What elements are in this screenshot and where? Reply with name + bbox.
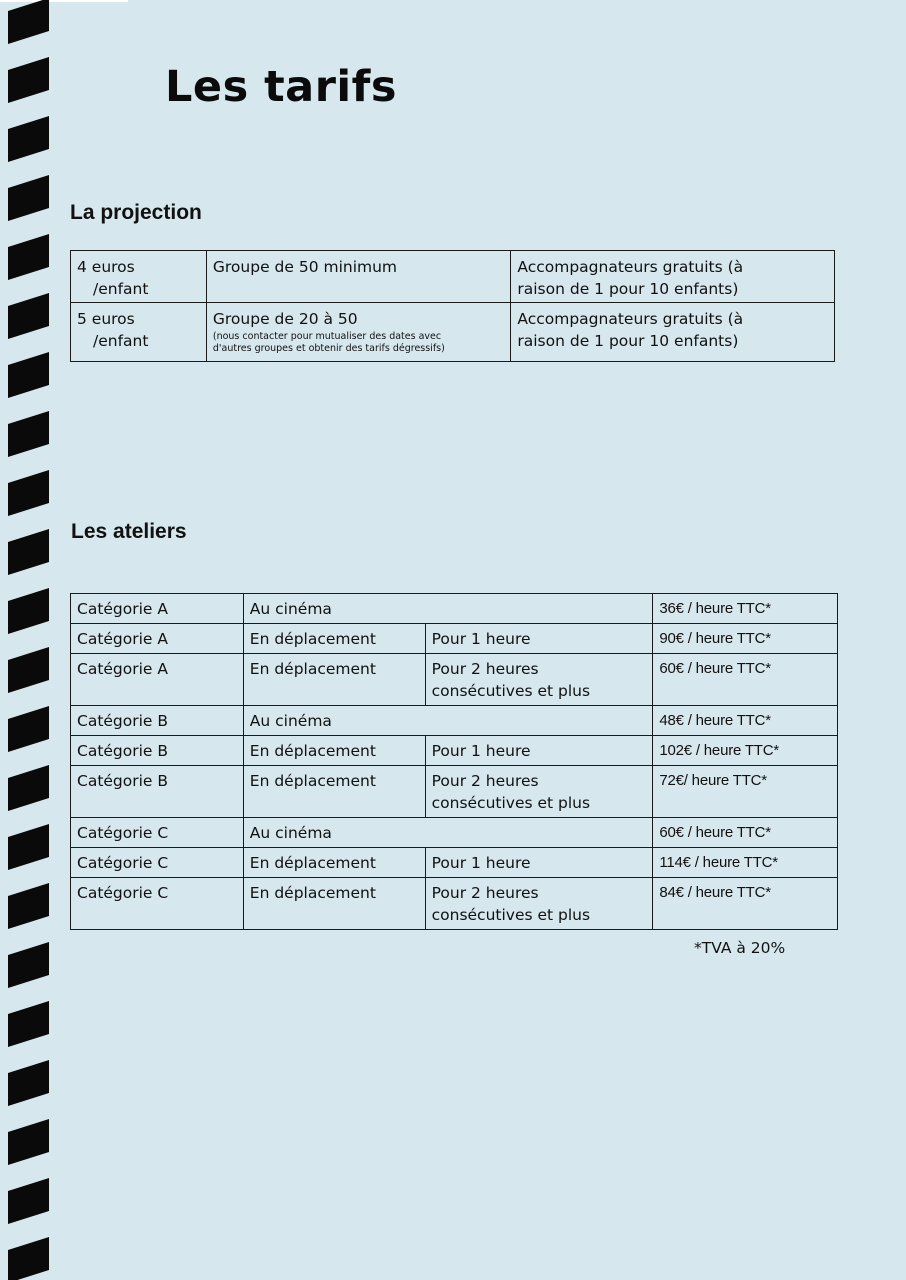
category-cell: Catégorie C — [71, 878, 244, 930]
film-strip-mark — [8, 1178, 49, 1224]
film-strip-mark — [8, 883, 49, 929]
film-strip-mark — [8, 1001, 49, 1047]
film-strip-mark — [8, 470, 49, 516]
table-row — [71, 594, 838, 624]
film-strip-mark — [8, 1119, 49, 1165]
group-note — [213, 331, 505, 355]
group-size: Groupe de 20 à 50 — [212, 310, 358, 328]
category-cell: Catégorie B — [71, 706, 244, 736]
rate-cell: 114€ / heure TTC* — [653, 848, 838, 878]
price-unit: /enfant — [93, 280, 149, 298]
duration-line: consécutives et plus — [431, 906, 591, 924]
duration-cell: Pour 1 heure — [425, 624, 653, 654]
duration-line: Pour 2 heures — [431, 772, 539, 790]
rate-cell: 60€ / heure TTC* — [653, 654, 838, 706]
category-cell: Catégorie B — [71, 766, 244, 818]
table-row — [71, 766, 838, 818]
duration-cell — [425, 878, 653, 930]
film-strip-mark — [8, 942, 49, 988]
rate-cell: 102€ / heure TTC* — [653, 736, 838, 766]
table-row — [71, 848, 838, 878]
film-strip-mark — [8, 706, 49, 752]
place-cell: En déplacement — [243, 624, 425, 654]
rate-cell: 90€ / heure TTC* — [653, 624, 838, 654]
rate-cell: 72€/ heure TTC* — [653, 766, 838, 818]
category-cell: Catégorie A — [71, 594, 244, 624]
film-strip-mark — [8, 234, 49, 280]
table-row — [71, 654, 838, 706]
accompanying-text: raison de 1 pour 10 enfants) — [517, 332, 739, 350]
place-cell: Au cinéma — [243, 818, 653, 848]
price-value: 5 euros — [77, 310, 135, 328]
group-note-line: d'autres groupes et obtenir des tarifs dégressifs) — [212, 343, 445, 354]
duration-cell: Pour 1 heure — [425, 848, 653, 878]
duration-line: Pour 2 heures — [431, 660, 539, 678]
film-strip-mark — [8, 175, 49, 221]
film-strip-mark — [8, 1237, 49, 1280]
place-cell: Au cinéma — [243, 706, 653, 736]
film-strip-mark — [8, 116, 49, 162]
tva-footnote: *TVA à 20% — [694, 939, 786, 957]
rate-cell: 48€ / heure TTC* — [653, 706, 838, 736]
duration-line: consécutives et plus — [431, 794, 591, 812]
group-note-line: (nous contacter pour mutualiser des dates avec — [212, 331, 442, 342]
place-cell: En déplacement — [243, 848, 425, 878]
table-row — [71, 624, 838, 654]
film-strip-mark — [8, 352, 49, 398]
duration-cell — [425, 766, 653, 818]
duration-line: consécutives et plus — [431, 682, 591, 700]
film-strip-mark — [8, 0, 49, 44]
category-cell: Catégorie B — [71, 736, 244, 766]
film-strip-mark — [8, 765, 49, 811]
ateliers-pricing-table — [70, 593, 838, 930]
rate-cell: 60€ / heure TTC* — [653, 818, 838, 848]
film-strip-mark — [8, 824, 49, 870]
projection-heading: La projection — [70, 201, 202, 224]
projection-pricing-table — [70, 250, 835, 362]
accompanying-text: raison de 1 pour 10 enfants) — [517, 280, 739, 298]
price-value: 4 euros — [77, 258, 135, 276]
rate-cell: 84€ / heure TTC* — [653, 878, 838, 930]
group-size: Groupe de 50 minimum — [212, 258, 398, 276]
group-cell — [206, 303, 511, 362]
place-cell: En déplacement — [243, 736, 425, 766]
table-row — [71, 878, 838, 930]
table-row — [71, 251, 835, 303]
place-cell: En déplacement — [243, 654, 425, 706]
table-row — [71, 706, 838, 736]
accompanying-text: Accompagnateurs gratuits (à — [517, 310, 744, 328]
film-strip-mark — [8, 647, 49, 693]
table-row — [71, 736, 838, 766]
accompanying-cell — [511, 251, 835, 303]
table-row — [71, 303, 835, 362]
duration-cell — [425, 654, 653, 706]
category-cell: Catégorie C — [71, 848, 244, 878]
film-strip-border — [0, 0, 56, 1280]
film-strip-mark — [8, 57, 49, 103]
duration-cell: Pour 1 heure — [425, 736, 653, 766]
film-strip-mark — [8, 529, 49, 575]
accompanying-text: Accompagnateurs gratuits (à — [517, 258, 744, 276]
film-strip-mark — [8, 293, 49, 339]
film-strip-mark — [8, 411, 49, 457]
group-cell — [206, 251, 511, 303]
film-strip-mark — [8, 1060, 49, 1106]
place-cell: Au cinéma — [243, 594, 653, 624]
price-cell — [71, 251, 207, 303]
price-unit: /enfant — [93, 332, 149, 350]
category-cell: Catégorie C — [71, 818, 244, 848]
place-cell: En déplacement — [243, 878, 425, 930]
category-cell: Catégorie A — [71, 624, 244, 654]
page-title: Les tarifs — [165, 62, 397, 112]
rate-cell: 36€ / heure TTC* — [653, 594, 838, 624]
category-cell: Catégorie A — [71, 654, 244, 706]
duration-line: Pour 2 heures — [431, 884, 539, 902]
accompanying-cell — [511, 303, 835, 362]
ateliers-heading: Les ateliers — [71, 520, 187, 543]
table-row — [71, 818, 838, 848]
film-strip-mark — [8, 588, 49, 634]
place-cell: En déplacement — [243, 766, 425, 818]
price-cell — [71, 303, 207, 362]
